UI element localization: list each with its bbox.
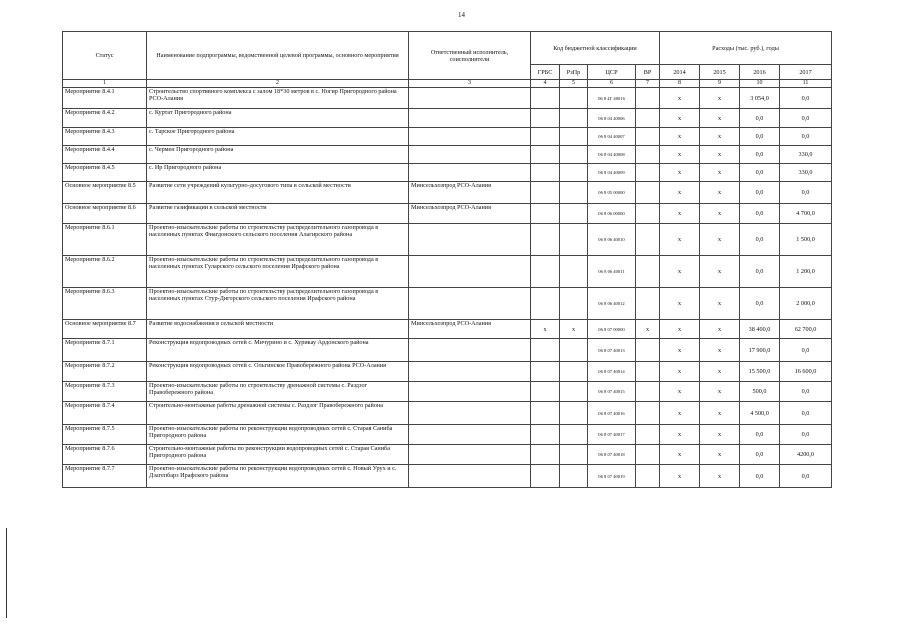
name-cell: с. Чермен Пригородного района [147,146,409,164]
name-cell: Развитие водоснабжения в сельской местности [147,320,409,339]
csr-code-cell: 06 8 07 40019 [588,465,636,488]
table-row [63,88,832,109]
grbs-cell [531,382,560,402]
grbs-cell [531,445,560,465]
value-2017-cell: 0,0 [780,382,832,402]
value-2017-cell: 0,0 [780,128,832,146]
value-2016-cell: 38 400,0 [740,320,780,339]
value-2014-cell: x [660,382,700,402]
executor-cell [409,109,531,128]
vr-cell [636,146,660,164]
scan-edge-line [6,528,7,618]
vr-cell [636,182,660,204]
name-cell: Проектно-изыскательские работы по реконструкции водопроводных сетей с. Новый Урух и с. Дзагепбарз Ирафского района [147,465,409,488]
value-2015-cell: x [700,445,740,465]
status-cell: Мероприятие 8.4.2 [63,109,147,128]
header-executor: Ответственный исполнитель, соисполнители [409,32,531,80]
value-2017-cell: 0,0 [780,465,832,488]
column-number: 2 [147,80,409,88]
status-cell: Мероприятие 8.4.3 [63,128,147,146]
table-row [63,128,832,146]
table-row [63,204,832,224]
table-row [63,362,832,382]
grbs-cell [531,339,560,362]
value-2017-cell: 62 700,0 [780,320,832,339]
csr-code-cell: 06 8 4Г 40016 [588,88,636,109]
grbs-cell [531,146,560,164]
name-cell: Реконструкция водопроводных сетей с. Мичурино и с. Хурикау Ардонского района [147,339,409,362]
page-number: 14 [458,11,465,19]
value-2015-cell: x [700,256,740,288]
value-2015-cell: x [700,204,740,224]
header-status: Статус [63,32,147,80]
grbs-cell [531,128,560,146]
grbs-cell [531,88,560,109]
status-cell: Мероприятие 8.7.4 [63,402,147,425]
value-2015-cell: x [700,465,740,488]
column-number: 11 [780,80,832,88]
grbs-cell [531,204,560,224]
column-number: 4 [531,80,560,88]
rzpr-cell [560,256,588,288]
value-2017-cell: 16 600,0 [780,362,832,382]
value-2017-cell: 4200,0 [780,445,832,465]
csr-code-cell: 06 8 07 00000 [588,320,636,339]
vr-cell [636,362,660,382]
value-2017-cell: 330,0 [780,146,832,164]
executor-cell [409,402,531,425]
executor-cell [409,339,531,362]
executor-cell [409,465,531,488]
csr-code-cell: 06 8 07 40014 [588,362,636,382]
header-expenses: Расходы (тыс. руб.), годы [660,32,832,65]
grbs-cell [531,465,560,488]
value-2015-cell: x [700,425,740,445]
status-cell: Основное мероприятие 8.6 [63,204,147,224]
value-2016-cell: 0,0 [740,224,780,256]
rzpr-cell [560,425,588,445]
csr-code-cell: 06 8 04 40008 [588,146,636,164]
status-cell: Мероприятие 8.7.1 [63,339,147,362]
value-2014-cell: x [660,445,700,465]
grbs-cell [531,182,560,204]
table-row [63,182,832,204]
column-number: 1 [63,80,147,88]
table-row [63,146,832,164]
rzpr-cell [560,288,588,320]
value-2015-cell: x [700,224,740,256]
vr-cell [636,402,660,425]
name-cell: Реконструкция водопроводных сетей с. Ольгинское Правобережного района РСО-Алания [147,362,409,382]
rzpr-cell [560,382,588,402]
value-2014-cell: x [660,402,700,425]
value-2015-cell: x [700,339,740,362]
value-2014-cell: x [660,425,700,445]
value-2016-cell: 0,0 [740,146,780,164]
value-2014-cell: x [660,182,700,204]
name-cell: Проектно-изыскательские работы по строительству распределительного газопровода в населенных пунктах Гуларского сельского поселения Ирафского района [147,256,409,288]
status-cell: Мероприятие 8.7.5 [63,425,147,445]
value-2017-cell: 0,0 [780,182,832,204]
table-row [63,320,832,339]
grbs-cell [531,224,560,256]
value-2016-cell: 0,0 [740,182,780,204]
value-2014-cell: x [660,146,700,164]
csr-code-cell: 06 8 06 40012 [588,288,636,320]
csr-code-cell: 06 8 04 40009 [588,164,636,182]
status-cell: Мероприятие 8.7.7 [63,465,147,488]
rzpr-cell [560,164,588,182]
status-cell: Основное мероприятие 8.5 [63,182,147,204]
grbs-cell [531,109,560,128]
csr-code-cell: 06 8 04 40006 [588,109,636,128]
value-2014-cell: x [660,320,700,339]
rzpr-cell [560,88,588,109]
executor-cell [409,256,531,288]
rzpr-cell [560,224,588,256]
value-2014-cell: x [660,256,700,288]
vr-cell [636,465,660,488]
value-2017-cell: 1 200,0 [780,256,832,288]
value-2015-cell: x [700,320,740,339]
status-cell: Мероприятие 8.6.1 [63,224,147,256]
value-2017-cell: 0,0 [780,339,832,362]
rzpr-cell [560,109,588,128]
header-year-2017: 2017 [780,65,832,80]
table-row [63,224,832,256]
value-2015-cell: x [700,88,740,109]
name-cell: Развитие сети учреждений культурно-досугового типа в сельской местности [147,182,409,204]
rzpr-cell [560,465,588,488]
rzpr-cell [560,146,588,164]
csr-code-cell: 06 8 06 00000 [588,204,636,224]
table-row [63,425,832,445]
header-grbs: ГРБС [531,65,560,80]
program-table [62,31,832,488]
value-2014-cell: x [660,128,700,146]
status-cell: Мероприятие 8.6.3 [63,288,147,320]
rzpr-cell [560,402,588,425]
value-2016-cell: 0,0 [740,425,780,445]
value-2017-cell: 1 500,0 [780,224,832,256]
vr-cell [636,339,660,362]
vr-cell [636,288,660,320]
vr-cell [636,164,660,182]
value-2017-cell: 4 700,0 [780,204,832,224]
table-row [63,109,832,128]
csr-code-cell: 06 8 07 40018 [588,445,636,465]
value-2016-cell: 500,0 [740,382,780,402]
executor-cell [409,88,531,109]
column-number-row [63,80,832,88]
value-2017-cell: 0,0 [780,402,832,425]
table-row [63,339,832,362]
table-row [63,465,832,488]
value-2015-cell: x [700,288,740,320]
table-row [63,382,832,402]
vr-cell [636,224,660,256]
table-row [63,402,832,425]
value-2015-cell: x [700,164,740,182]
csr-code-cell: 06 8 06 40011 [588,256,636,288]
csr-code-cell: 06 8 04 40007 [588,128,636,146]
value-2016-cell: 0,0 [740,256,780,288]
value-2014-cell: x [660,88,700,109]
grbs-cell [531,425,560,445]
name-cell: с. Ир Пригородного района [147,164,409,182]
value-2016-cell: 0,0 [740,288,780,320]
csr-code-cell: 06 8 07 40015 [588,382,636,402]
value-2015-cell: x [700,128,740,146]
csr-code-cell: 06 8 07 40016 [588,402,636,425]
executor-cell: Минсельхозпрод РСО-Алания [409,182,531,204]
value-2016-cell: 15 500,0 [740,362,780,382]
value-2016-cell: 0,0 [740,109,780,128]
grbs-cell [531,288,560,320]
column-number: 7 [636,80,660,88]
value-2017-cell: 0,0 [780,109,832,128]
executor-cell [409,288,531,320]
value-2014-cell: x [660,224,700,256]
vr-cell [636,204,660,224]
table-row [63,164,832,182]
vr-cell: x [636,320,660,339]
header-budget-code: Код бюджетной классификации [531,32,660,65]
csr-code-cell: 06 8 07 40013 [588,339,636,362]
vr-cell [636,128,660,146]
vr-cell [636,382,660,402]
name-cell: с. Тарское Пригородного района [147,128,409,146]
value-2015-cell: x [700,109,740,128]
value-2014-cell: x [660,362,700,382]
header-vr: ВР [636,65,660,80]
value-2014-cell: x [660,288,700,320]
executor-cell [409,146,531,164]
executor-cell [409,382,531,402]
value-2015-cell: x [700,362,740,382]
value-2014-cell: x [660,164,700,182]
value-2015-cell: x [700,182,740,204]
name-cell: Проектно-изыскательские работы по реконструкции водопроводных сетей с. Старая Саниба Пригородного района [147,425,409,445]
name-cell: Проектно-изыскательские работы по строительству дренажной системы с. Раздзог Правобережного района [147,382,409,402]
csr-code-cell: 06 8 06 40010 [588,224,636,256]
value-2014-cell: x [660,109,700,128]
status-cell: Мероприятие 8.7.3 [63,382,147,402]
value-2015-cell: x [700,382,740,402]
value-2016-cell: 0,0 [740,204,780,224]
value-2016-cell: 0,0 [740,164,780,182]
executor-cell: Минсельхозпрод РСО-Алания [409,320,531,339]
value-2017-cell: 330,0 [780,164,832,182]
header-year-2014: 2014 [660,65,700,80]
value-2017-cell: 2 000,0 [780,288,832,320]
value-2016-cell: 3 054,0 [740,88,780,109]
value-2016-cell: 0,0 [740,465,780,488]
vr-cell [636,445,660,465]
value-2016-cell: 4 500,0 [740,402,780,425]
grbs-cell [531,164,560,182]
header-rzpr: РзПр [560,65,588,80]
rzpr-cell [560,128,588,146]
table-row [63,445,832,465]
value-2016-cell: 0,0 [740,445,780,465]
executor-cell [409,445,531,465]
executor-cell [409,128,531,146]
name-cell: Строительство спортивного комплекса с залом 18*30 метров в с. Ногир Пригородного района РСО-Алания [147,88,409,109]
rzpr-cell [560,182,588,204]
column-number: 5 [560,80,588,88]
value-2017-cell: 0,0 [780,88,832,109]
grbs-cell [531,256,560,288]
status-cell: Мероприятие 8.7.2 [63,362,147,382]
column-number: 6 [588,80,636,88]
name-cell: Строительно-монтажные работы дренажной системы с. Раздзог Правобережного района [147,402,409,425]
table-row [63,288,832,320]
vr-cell [636,256,660,288]
grbs-cell [531,362,560,382]
name-cell: с. Куртат Пригородного района [147,109,409,128]
csr-code-cell: 06 8 05 00000 [588,182,636,204]
executor-cell [409,425,531,445]
value-2016-cell: 17 900,0 [740,339,780,362]
name-cell: Строительно-монтажные работы по реконструкции водопроводных сетей с. Старая Саниба Пригородного района [147,445,409,465]
name-cell: Развитие газификации в сельской местности [147,204,409,224]
status-cell: Мероприятие 8.7.6 [63,445,147,465]
value-2014-cell: x [660,465,700,488]
executor-cell: Минсельхозпрод РСО-Алания [409,204,531,224]
status-cell: Мероприятие 8.6.2 [63,256,147,288]
name-cell: Проектно-изыскательские работы по строительству распределительного газопровода в населенных пунктах Фиагдонского сельского поселения Алагирского района [147,224,409,256]
column-number: 9 [700,80,740,88]
status-cell: Мероприятие 8.4.1 [63,88,147,109]
column-number: 8 [660,80,700,88]
status-cell: Мероприятие 8.4.4 [63,146,147,164]
value-2016-cell: 0,0 [740,128,780,146]
value-2014-cell: x [660,204,700,224]
rzpr-cell [560,204,588,224]
executor-cell [409,362,531,382]
value-2017-cell: 0,0 [780,425,832,445]
table-row [63,256,832,288]
column-number: 3 [409,80,531,88]
header-year-2015: 2015 [700,65,740,80]
name-cell: Проектно-изыскательские работы по строительству распределительного газопровода в населенных пунктах Стур-Дигорского сельского поселения Ирафского района [147,288,409,320]
value-2015-cell: x [700,402,740,425]
executor-cell [409,164,531,182]
grbs-cell [531,402,560,425]
rzpr-cell [560,445,588,465]
executor-cell [409,224,531,256]
csr-code-cell: 06 8 07 40017 [588,425,636,445]
grbs-cell: x [531,320,560,339]
header-csr: ЦСР [588,65,636,80]
header-year-2016: 2016 [740,65,780,80]
status-cell: Основное мероприятие 8.7 [63,320,147,339]
rzpr-cell [560,339,588,362]
status-cell: Мероприятие 8.4.5 [63,164,147,182]
value-2014-cell: x [660,339,700,362]
vr-cell [636,109,660,128]
vr-cell [636,88,660,109]
column-number: 10 [740,80,780,88]
rzpr-cell: x [560,320,588,339]
vr-cell [636,425,660,445]
rzpr-cell [560,362,588,382]
header-name: Наименование подпрограммы, ведомственной целевой программы, основного мероприятия [147,32,409,80]
value-2015-cell: x [700,146,740,164]
